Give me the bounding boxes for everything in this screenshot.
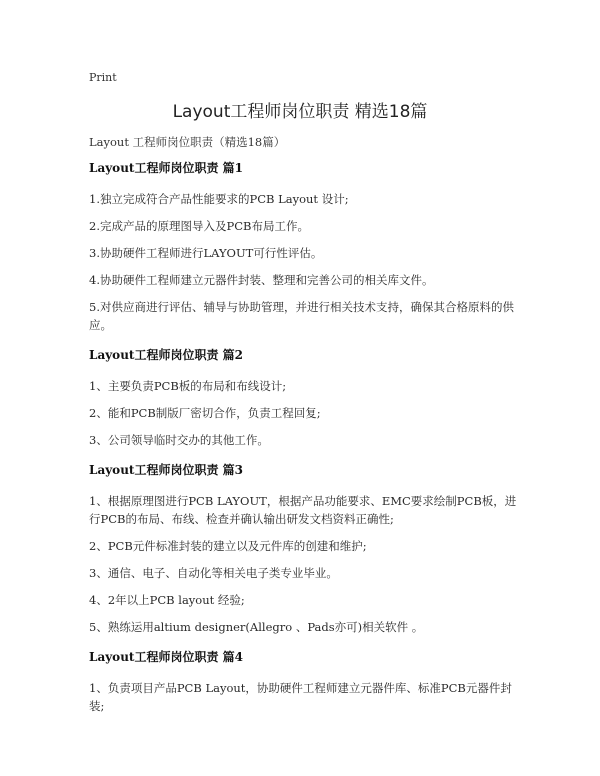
- list-item: 1.独立完成符合产品性能要求的PCB Layout 设计;: [89, 192, 349, 206]
- list-item: 2、能和PCB制版厂密切合作，负责工程回复;: [89, 406, 321, 420]
- list-item: 4、2年以上PCB layout 经验;: [89, 593, 245, 607]
- section-heading: Layout工程师岗位职责 篇3: [89, 463, 243, 477]
- list-item: 3、公司领导临时交办的其他工作。: [89, 433, 269, 447]
- section-heading: Layout工程师岗位职责 篇4: [89, 650, 243, 664]
- section-heading: Layout工程师岗位职责 篇2: [89, 348, 243, 362]
- list-item: 1、负责项目产品PCB Layout，协助硬件工程师建立元器件库、标准PCB元器件封装;: [89, 681, 512, 713]
- document-body: [89, 159, 519, 724]
- list-item: 3、通信、电子、自动化等相关电子类专业毕业。: [89, 566, 338, 580]
- list-item: 5.对供应商进行评估、辅导与协助管理，并进行相关技术支持，确保其合格原料的供应。: [89, 300, 514, 332]
- list-item: 2.完成产品的原理图导入及PCB布局工作。: [89, 219, 309, 233]
- list-item: 2、PCB元件标准封装的建立以及元件库的创建和维护;: [89, 539, 367, 553]
- list-item: 4.协助硬件工程师建立元器件封装、整理和完善公司的相关库文件。: [89, 273, 434, 287]
- section-heading: Layout工程师岗位职责 篇1: [89, 161, 243, 175]
- list-item: 3.协助硬件工程师进行LAYOUT可行性评估。: [89, 246, 323, 260]
- print-label: Print: [89, 71, 117, 84]
- list-item: 5、熟练运用altium designer(Allegro 、Pads亦可)相关软件 。: [89, 620, 424, 634]
- page-title: Layout工程师岗位职责 精选18篇: [172, 102, 428, 122]
- list-item: 1、主要负责PCB板的布局和布线设计;: [89, 379, 287, 393]
- list-item: 1、根据原理图进行PCB LAYOUT，根据产品功能要求、EMC要求绘制PCB板，进行PCB的布局、布线、检查并确认输出研发文档资料正确性;: [89, 494, 517, 526]
- document-subtitle: Layout 工程师岗位职责（精选18篇）: [89, 135, 286, 149]
